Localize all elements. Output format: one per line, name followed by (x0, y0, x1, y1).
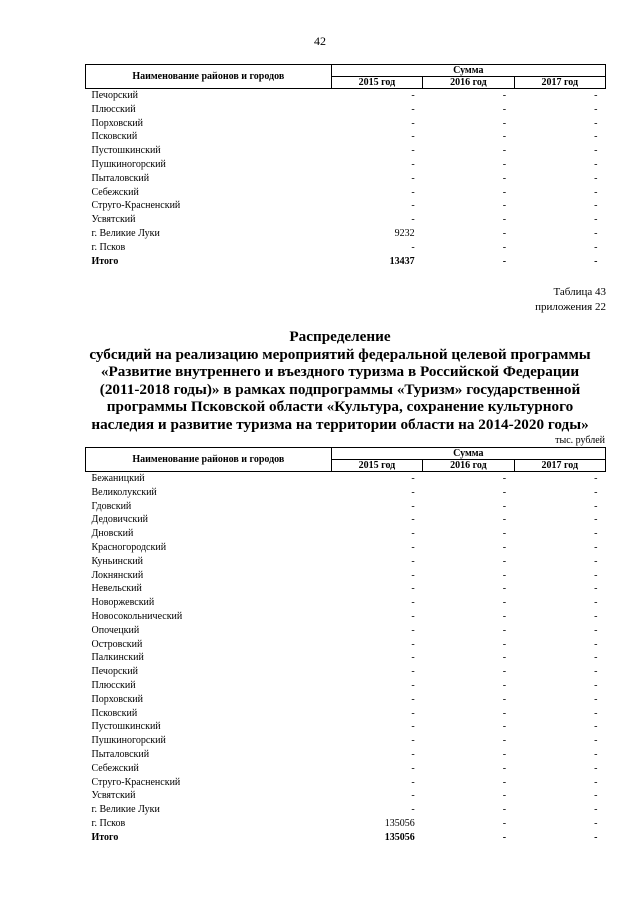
column-header-name: Наименование районов и городов (86, 448, 332, 472)
value-2016-cell: - (502, 186, 507, 198)
value-2015-cell: - (411, 555, 415, 567)
table-row (86, 527, 606, 541)
table-row (86, 513, 606, 527)
table-row (86, 199, 606, 213)
district-name-cell: Усвятский (91, 790, 136, 802)
value-2016-cell: - (502, 227, 507, 239)
table-row (86, 89, 606, 103)
value-2017-cell: - (594, 762, 598, 774)
district-name-cell: Новоржевский (91, 597, 155, 609)
value-2015-cell: - (411, 610, 415, 622)
value-2015-cell: - (411, 158, 415, 170)
value-2016-cell: - (502, 255, 507, 267)
district-name-cell: Локнянский (91, 569, 144, 581)
value-2015-cell: 13437 (389, 255, 415, 267)
value-2017-cell: - (594, 638, 598, 650)
district-name-cell: Себежский (91, 762, 139, 774)
value-2016-cell: - (502, 214, 507, 226)
value-2017-cell: - (594, 597, 598, 609)
value-2017-cell: - (594, 500, 598, 512)
value-2017-cell: - (594, 817, 598, 829)
table-row (86, 762, 606, 776)
value-2016-cell: - (502, 172, 507, 184)
value-2016-cell: - (502, 610, 507, 622)
table-row (86, 776, 606, 790)
table-row (86, 158, 606, 172)
value-2016-cell: - (502, 158, 507, 170)
value-2015-cell: 9232 (394, 227, 415, 239)
value-2016-cell: - (502, 831, 507, 843)
district-name-cell: Печорский (91, 90, 138, 101)
value-2016-cell: - (502, 707, 507, 719)
table-row (86, 651, 606, 665)
heading-line: Распределение (289, 328, 391, 345)
value-2017-cell: - (594, 652, 598, 664)
column-header-sum: Сумма (331, 65, 605, 77)
district-name-cell: Струго-Красненский (91, 200, 181, 212)
value-2016-cell: - (502, 200, 507, 212)
district-name-cell: Себежский (91, 186, 139, 198)
value-2015-cell: - (411, 486, 415, 498)
table-row (86, 486, 606, 500)
value-2016-cell: - (502, 693, 507, 705)
table-reference (535, 285, 606, 315)
table-row (86, 817, 606, 831)
value-2016-cell: - (502, 735, 507, 747)
district-name-cell: г. Псков (91, 817, 126, 829)
district-name-cell: Бежаницкий (91, 473, 145, 484)
units-label: тыс. рублей (555, 435, 605, 446)
value-2015-cell: - (411, 776, 415, 788)
district-name-cell: Пушкиногорский (91, 735, 166, 747)
value-2016-cell: - (502, 762, 507, 774)
table-row (86, 624, 606, 638)
district-name-cell: Новосокольнический (91, 610, 183, 622)
value-2015-cell: - (411, 748, 415, 760)
table-row (86, 665, 606, 679)
value-2017-cell: - (594, 721, 598, 733)
value-2016-cell: - (502, 748, 507, 760)
value-2015-cell: - (411, 528, 415, 540)
value-2016-cell: - (502, 145, 507, 157)
value-2015-cell: - (411, 804, 415, 816)
value-2017-cell: - (594, 227, 598, 239)
value-2015-cell: - (411, 693, 415, 705)
value-2015-cell: - (411, 186, 415, 198)
table-row (86, 582, 606, 596)
table-row (86, 144, 606, 158)
value-2016-cell: - (502, 569, 507, 581)
value-2017-cell: - (594, 103, 598, 115)
value-2017-cell: - (594, 514, 598, 526)
value-2016-cell: - (502, 679, 507, 691)
value-2016-cell: - (502, 817, 507, 829)
value-2015-cell: - (411, 172, 415, 184)
value-2016-cell: - (502, 583, 507, 595)
table-row (86, 103, 606, 117)
value-2017-cell: - (594, 679, 598, 691)
value-2016-cell: - (502, 597, 507, 609)
value-2015-cell: - (411, 638, 415, 650)
column-header-2017: 2017 год (514, 460, 605, 472)
value-2016-cell: - (502, 624, 507, 636)
value-2015-cell: - (411, 624, 415, 636)
value-2015-cell: - (411, 707, 415, 719)
table-row (86, 748, 606, 762)
district-name-cell: Куньинский (91, 555, 144, 567)
district-name-cell: Опочецкий (91, 624, 140, 636)
value-2017-cell: - (594, 214, 598, 226)
value-2016-cell: - (502, 514, 507, 526)
total-row (86, 831, 606, 845)
value-2015-cell: - (411, 473, 415, 484)
district-name-cell: Пыталовский (91, 748, 150, 760)
value-2015-cell: - (411, 721, 415, 733)
value-2015-cell: 135056 (384, 817, 415, 829)
value-2016-cell: - (502, 541, 507, 553)
value-2017-cell: - (594, 707, 598, 719)
table-row (86, 610, 606, 624)
value-2016-cell: - (502, 486, 507, 498)
value-2015-cell: - (411, 514, 415, 526)
value-2015-cell: - (411, 735, 415, 747)
column-header-2016: 2016 год (423, 77, 514, 89)
district-name-cell: Порховский (91, 693, 144, 705)
value-2016-cell: - (502, 555, 507, 567)
table-row (86, 569, 606, 583)
value-2015-cell: - (411, 790, 415, 802)
value-2016-cell: - (502, 131, 507, 143)
value-2017-cell: - (594, 804, 598, 816)
table-row (86, 720, 606, 734)
table-row (86, 172, 606, 186)
district-name-cell: Усвятский (91, 214, 136, 226)
column-header-2015: 2015 год (331, 77, 423, 89)
value-2017-cell: - (594, 569, 598, 581)
district-name-cell: Струго-Красненский (91, 776, 181, 788)
value-2017-cell: - (594, 831, 598, 843)
value-2015-cell: - (411, 200, 415, 212)
table-row (86, 707, 606, 721)
value-2017-cell: - (594, 666, 598, 678)
value-2017-cell: - (594, 172, 598, 184)
heading-line: (2011-2018 годы)» в рамках подпрограммы «Туризм» государственной (99, 380, 581, 398)
value-2016-cell: - (502, 500, 507, 512)
value-2017-cell: - (594, 145, 598, 157)
table-row (86, 803, 606, 817)
value-2015-cell: - (411, 597, 415, 609)
district-name-cell: Невельский (91, 583, 142, 595)
district-name-cell: Пушкиногорский (91, 158, 166, 170)
page-number: 42 (314, 34, 326, 48)
value-2017-cell: - (594, 528, 598, 540)
value-2017-cell: - (594, 158, 598, 170)
value-2017-cell: - (594, 610, 598, 622)
subsidy-table-tourism (85, 447, 606, 845)
value-2016-cell: - (502, 638, 507, 650)
district-name-cell: Дновский (91, 528, 134, 540)
subsidy-table-continued (85, 64, 606, 268)
district-name-cell: Палкинский (91, 652, 144, 664)
table-row (86, 213, 606, 227)
value-2017-cell: - (594, 583, 598, 595)
heading-line: субсидий на реализацию мероприятий федеральной целевой программы (89, 345, 591, 363)
table-row (86, 596, 606, 610)
value-2015-cell: - (411, 541, 415, 553)
value-2015-cell: - (411, 241, 415, 253)
value-2016-cell: - (502, 117, 507, 129)
value-2015-cell: - (411, 583, 415, 595)
value-2017-cell: - (594, 241, 598, 253)
column-header-2015: 2015 год (331, 460, 423, 472)
table-row (86, 693, 606, 707)
value-2017-cell: - (594, 776, 598, 788)
total-row (86, 255, 606, 269)
value-2015-cell: - (411, 569, 415, 581)
column-header-name: Наименование районов и городов (86, 65, 332, 89)
table-row (86, 130, 606, 144)
value-2015-cell: 135056 (384, 831, 415, 843)
value-2015-cell: - (411, 762, 415, 774)
district-name-cell: Пустошкинский (91, 145, 161, 157)
value-2017-cell: - (594, 255, 598, 267)
value-2017-cell: - (594, 748, 598, 760)
value-2017-cell: - (594, 624, 598, 636)
district-name-cell: Псковский (91, 131, 138, 143)
table-row (86, 186, 606, 200)
value-2016-cell: - (502, 652, 507, 664)
value-2015-cell: - (411, 145, 415, 157)
district-name-cell: Великолукский (91, 486, 157, 498)
column-header-sum: Сумма (331, 448, 605, 460)
value-2016-cell: - (502, 776, 507, 788)
value-2016-cell: - (502, 473, 507, 484)
value-2016-cell: - (502, 528, 507, 540)
district-name-cell: Плюсский (91, 103, 136, 115)
column-header-2017: 2017 год (514, 77, 605, 89)
district-name-cell: Итого (91, 255, 119, 267)
value-2015-cell: - (411, 90, 415, 101)
table-row (86, 734, 606, 748)
value-2015-cell: - (411, 131, 415, 143)
value-2016-cell: - (502, 666, 507, 678)
value-2017-cell: - (594, 486, 598, 498)
heading-line: наследия и развитие туризма на территории области на 2014-2020 годы» (91, 415, 589, 433)
district-name-cell: Итого (91, 831, 119, 843)
value-2016-cell: - (502, 90, 507, 101)
value-2016-cell: - (502, 103, 507, 115)
value-2015-cell: - (411, 652, 415, 664)
district-name-cell: Печорский (91, 666, 138, 678)
value-2015-cell: - (411, 500, 415, 512)
value-2017-cell: - (594, 200, 598, 212)
value-2017-cell: - (594, 131, 598, 143)
district-name-cell: г. Великие Луки (91, 227, 160, 239)
value-2017-cell: - (594, 117, 598, 129)
value-2016-cell: - (502, 790, 507, 802)
heading-line: «Развитие внутреннего и въездного туризма в Российской Федерации (100, 363, 580, 381)
table-row (86, 500, 606, 514)
table-heading (60, 328, 620, 434)
district-name-cell: г. Великие Луки (91, 804, 160, 816)
value-2015-cell: - (411, 103, 415, 115)
value-2017-cell: - (594, 473, 598, 484)
value-2017-cell: - (594, 790, 598, 802)
table-row (86, 227, 606, 241)
heading-line: программы Псковской области «Культура, сохранение культурного (106, 398, 574, 416)
value-2017-cell: - (594, 555, 598, 567)
table-row (86, 117, 606, 131)
value-2016-cell: - (502, 241, 507, 253)
district-name-cell: Порховский (91, 117, 144, 129)
district-name-cell: Гдовский (91, 500, 132, 512)
district-name-cell: Красногородский (91, 541, 167, 553)
value-2017-cell: - (594, 90, 598, 101)
appendix-number: приложения 22 (535, 301, 606, 313)
value-2015-cell: - (411, 117, 415, 129)
value-2016-cell: - (502, 804, 507, 816)
value-2015-cell: - (411, 679, 415, 691)
table-row (86, 679, 606, 693)
district-name-cell: г. Псков (91, 241, 126, 253)
table-number: Таблица 43 (553, 286, 606, 298)
value-2017-cell: - (594, 693, 598, 705)
district-name-cell: Пустошкинский (91, 721, 161, 733)
table-row (86, 555, 606, 569)
value-2015-cell: - (411, 214, 415, 226)
district-name-cell: Пыталовский (91, 172, 150, 184)
value-2017-cell: - (594, 735, 598, 747)
district-name-cell: Псковский (91, 707, 138, 719)
district-name-cell: Островский (91, 638, 143, 650)
district-name-cell: Плюсский (91, 679, 136, 691)
district-name-cell: Дедовичский (91, 514, 148, 526)
column-header-2016: 2016 год (423, 460, 514, 472)
table-row (86, 789, 606, 803)
value-2017-cell: - (594, 186, 598, 198)
table-row (86, 638, 606, 652)
table-row (86, 241, 606, 255)
table-row (86, 541, 606, 555)
value-2016-cell: - (502, 721, 507, 733)
value-2015-cell: - (411, 666, 415, 678)
table-row (86, 472, 606, 486)
value-2017-cell: - (594, 541, 598, 553)
